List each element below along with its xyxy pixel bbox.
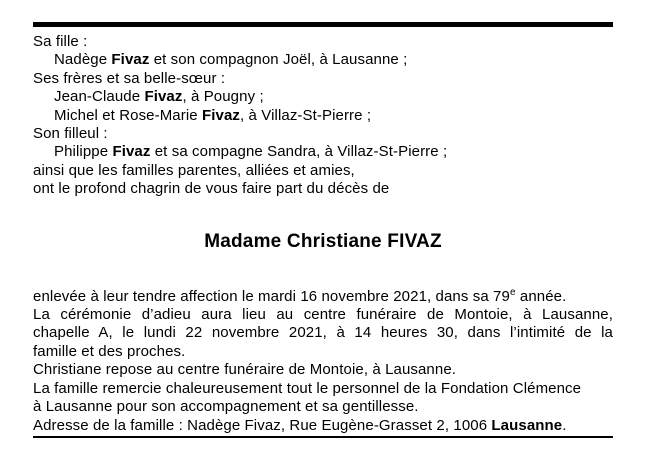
notice-line-text: année. bbox=[515, 287, 567, 305]
notice-line bbox=[33, 125, 613, 143]
notice-line-text: La cérémonie d’adieu aura lieu au centre funéraire de Montoie, à Lausanne, bbox=[33, 306, 613, 324]
notice-line-text: Adresse de la famille : Nadège Fivaz, Rue Eugène-Grasset 2, 1006 bbox=[33, 416, 492, 434]
notice-line bbox=[33, 324, 613, 342]
notice-line-text: ont le profond chagrin de vous faire part du décès de bbox=[33, 180, 390, 198]
notice-line bbox=[33, 398, 613, 416]
notice-line-text: , à Villaz-St-Pierre ; bbox=[240, 106, 372, 124]
notice-line-text: , à Pougny ; bbox=[182, 88, 264, 106]
notice-line-bold-text: Fivaz bbox=[112, 143, 151, 161]
notice-line bbox=[33, 33, 613, 51]
notice-line-text: . bbox=[562, 416, 567, 434]
notice-line-text: famille et des proches. bbox=[33, 342, 186, 360]
notice-line-text: Philippe bbox=[54, 143, 113, 161]
notice-line-text: ainsi que les familles parentes, alliées et amies, bbox=[33, 161, 355, 179]
notice-line-text: La famille remercie chaleureusement tout le personnel de la Fondation Clémence bbox=[33, 379, 582, 397]
details-lines bbox=[33, 288, 613, 435]
notice-line-text: Son filleul : bbox=[33, 125, 108, 143]
notice-line bbox=[33, 51, 613, 69]
notice-line-text: e bbox=[509, 286, 516, 298]
notice-line bbox=[33, 143, 613, 161]
notice-line bbox=[33, 70, 613, 88]
notice-line-text: Christiane repose au centre funéraire de Montoie, à Lausanne. bbox=[33, 361, 457, 379]
notice-line bbox=[33, 107, 613, 125]
notice-line bbox=[33, 417, 613, 435]
notice-line-text: et son compagnon Joël, à Lausanne ; bbox=[149, 51, 408, 69]
notice-line-text: Sa fille : bbox=[33, 33, 88, 50]
notice-line-text: à Lausanne pour son accompagnement et sa gentillesse. bbox=[33, 398, 419, 416]
notice-line-text: et sa compagne Sandra, à Villaz-St-Pierre ; bbox=[150, 143, 448, 161]
notice-line bbox=[33, 288, 613, 306]
notice-line-text: Jean-Claude bbox=[54, 88, 145, 106]
notice-line bbox=[33, 180, 613, 198]
notice-line-bold-text: Lausanne bbox=[491, 416, 563, 434]
notice-line-bold-text: Fivaz bbox=[201, 106, 240, 124]
family-lines bbox=[33, 33, 613, 199]
notice-line-text: enlevée à leur tendre affection le mardi 16 novembre 2021, dans sa 79 bbox=[33, 287, 510, 305]
notice-line bbox=[33, 380, 613, 398]
notice-line bbox=[33, 361, 613, 379]
notice-line-bold-text: Fivaz bbox=[111, 51, 150, 69]
notice-line bbox=[33, 88, 613, 106]
top-rule bbox=[33, 22, 613, 27]
death-notice bbox=[33, 22, 613, 438]
notice-line-text: Ses frères et sa belle-sœur : bbox=[33, 69, 226, 87]
notice-line bbox=[33, 162, 613, 180]
notice-line-text: chapelle A, le lundi 22 novembre 2021, à 14 heures 30, dans l’intimité de la bbox=[33, 324, 613, 342]
notice-line bbox=[33, 343, 613, 361]
notice-line-bold-text: Fivaz bbox=[144, 88, 183, 106]
notice-line-text: Nadège bbox=[54, 51, 112, 69]
notice-line-text: Michel et Rose-Marie bbox=[54, 106, 202, 124]
bottom-rule bbox=[33, 436, 613, 438]
notice-line bbox=[33, 306, 613, 324]
deceased-name: Madame Christiane FIVAZ bbox=[204, 230, 442, 252]
